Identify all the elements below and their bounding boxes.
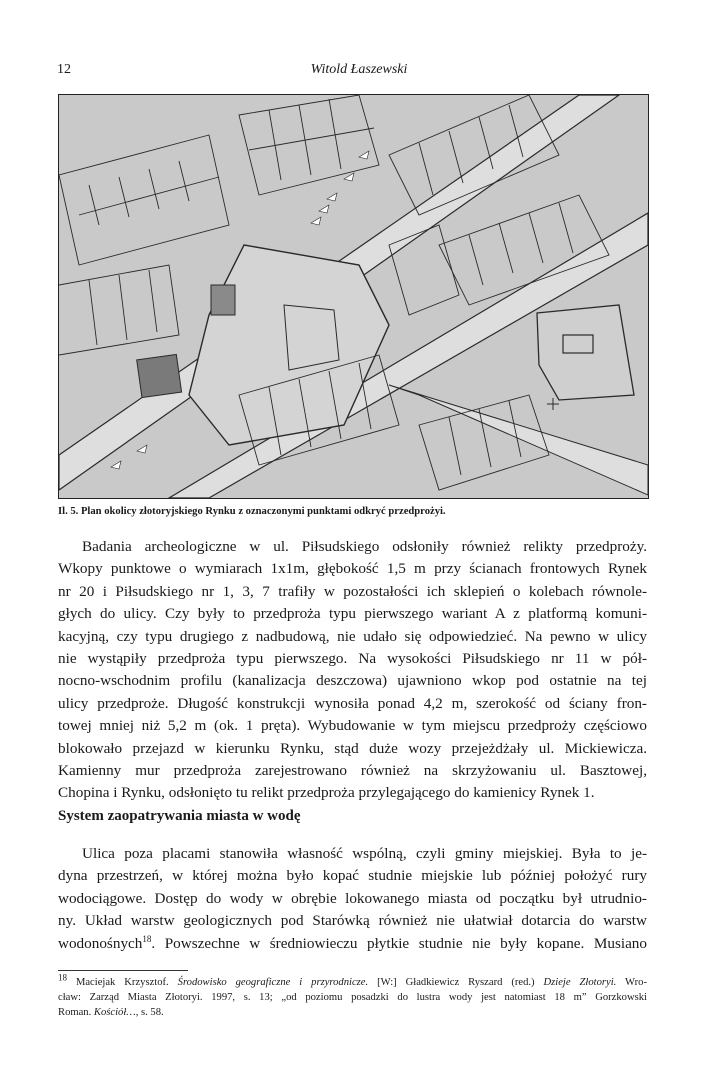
footnote-text: Roman. [58,1007,94,1018]
paragraph-line: Wkopy punktowe o wymiarach 1x1m, głębokość 1,5 m przy ścianach frontowych Rynek [58,560,647,578]
line-end: . Powszechne w średniowieczu płytkie studnie nie były kopane. Musiano [151,934,647,952]
map-figure [58,94,649,499]
footnote-number: 18 [58,972,67,983]
dark-plot [137,354,182,397]
town-plan-map [59,95,648,498]
footnote-divider [58,970,188,971]
section-heading: System zaopatrywania miasta w wodę [58,808,301,824]
footnote-title: Środowisko geograficzne i przyrodnicze. [177,977,369,988]
footnote-line [58,1005,647,1020]
footnote [58,972,647,1020]
paragraph-2 [58,843,647,955]
paragraph-line: kacyjną, czy typu drugiego z nadbudową, nie udało się odpowiedzieć. Na pewno w ulicy [58,627,647,645]
footnote-line: cław: Zarząd Miasta Złotoryi. 1997, s. 13; „od poziomu posadzki do lustra wody jest natomiast 18 m” Gorzkowski [58,992,647,1003]
footnote-text: Maciejak Krzysztof. [75,977,178,988]
paragraph-line: Badania archeologiczne w ul. Piłsudskiego odsłoniły również relikty przedproży. [82,538,647,555]
page-number: 12 [57,62,71,77]
paragraph-line: blokowało przejazd w kierunku Rynku, stąd duże wozy przejeżdżały ul. Mickiewicza. [58,739,647,757]
paragraph-line: Ulica poza placami stanowiła własność wspólną, czyli gminy miejskiej. Była to je- [82,845,647,862]
footnote-line [58,972,647,990]
dark-plot [211,285,235,315]
paragraph-line: Kamienny mur przedproża zarejestrowano również na skrzyżowaniu ul. Basztowej, [58,761,647,779]
figure-caption: Il. 5. Plan okolicy złotoryjskiego Rynku z oznaczonymi punktami odkryć przedprożyi. [58,506,446,517]
running-head-author: Witold Łaszewski [310,62,408,77]
footnote-title: Dzieje Złotoryi. [543,977,617,988]
footnote-text: [W:] Gładkiewicz Ryszard (red.) [368,977,544,988]
paragraph-line: nocno-wschodnim profilu (kanalizacja deszczowa) ujawniono wkop pod ostatnie na tej [58,672,647,690]
paragraph-line: głych do ulicy. Czy były to przedproża typu pierwszego wariant A z platformą komuni- [58,605,647,623]
paragraph-line: ulicy przedproże. Długość konstrukcji wynosiła ponad 4,2 m, szerokość od ściany fron- [58,694,647,712]
paragraph-line [58,933,647,955]
paragraph-line: dyna przestrzeń, w której można było kopać studnie miejskie lub później położyć rury [58,867,647,885]
paragraph-1 [58,536,647,805]
line-start: wodonośnych [58,934,143,952]
footnote-reference[interactable]: 18 [142,933,152,944]
paragraph-line: ny. Układ warstw geologicznych pod Starówką również nie ułatwiał dotarcia do warstw [58,912,647,930]
footnote-text: Wro- [616,977,647,988]
paragraph-line: wodociągowe. Dostęp do wody w obrębie lokowanego miasta od początku był utrudnio- [58,889,647,907]
footnote-text: , s. 58. [135,1007,164,1018]
paragraph-line: nie wystąpiły przedproża typu pierwszego. Na wysokości Piłsudskiego nr 11 w pół- [58,649,647,667]
paragraph-line: Chopina i Rynku, odsłonięto tu relikt przedproża przylegającego do kamienicy Rynek 1. [58,784,595,802]
footnote-title: Kościół… [93,1007,136,1018]
paragraph-line: towej mniej niż 5,2 m (ok. 1 pręta). Wybudowanie w tym miejscu przedproży częściowo [58,717,647,735]
paragraph-line: nr 20 i Piłsudskiego nr 1, 3, 7 trafiły w pozostałości ich sklepień o kolebach równole- [58,582,647,600]
